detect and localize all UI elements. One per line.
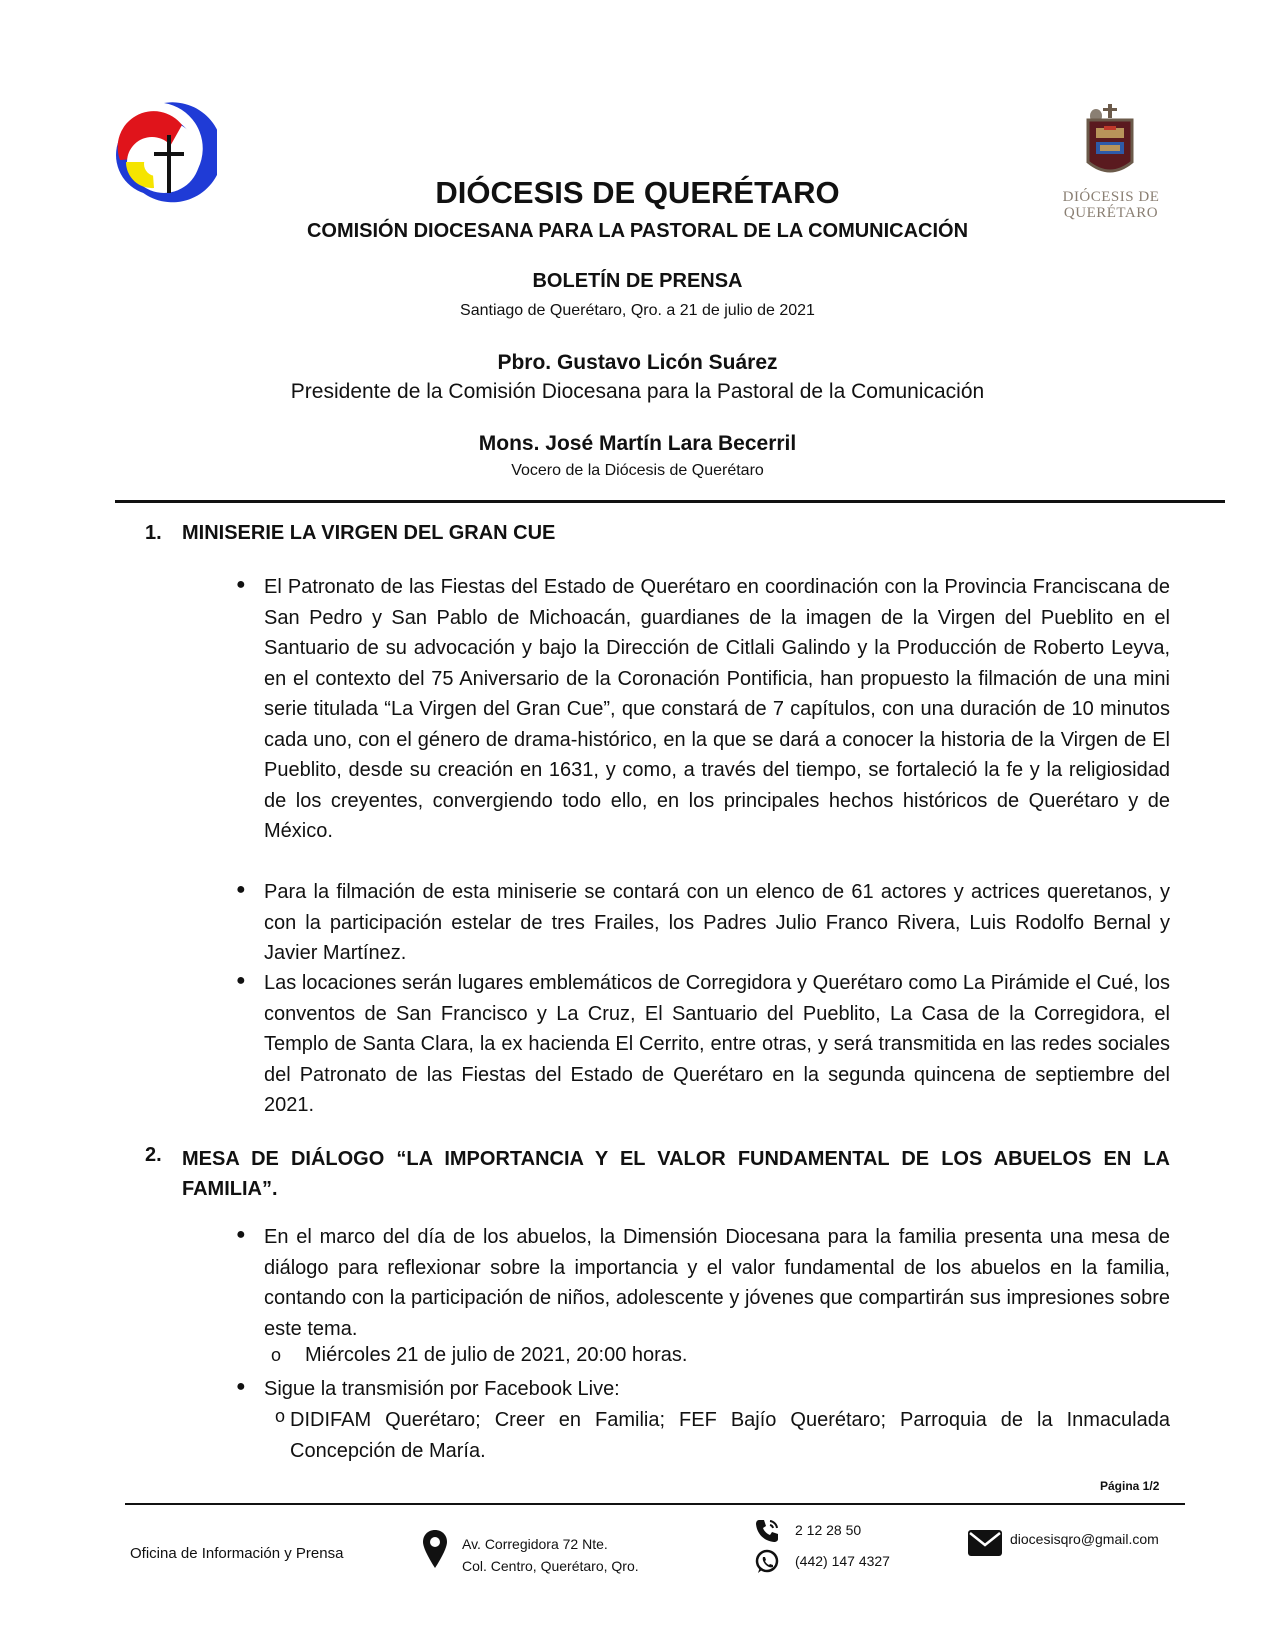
bullet-icon: ● <box>236 1226 246 1243</box>
location-pin-icon <box>423 1530 447 1573</box>
section-title: MINISERIE LA VIRGEN DEL GRAN CUE <box>182 522 556 544</box>
phone-icon <box>754 1518 780 1549</box>
dateline: Santiago de Querétaro, Qro. a 21 de julio de 2021 <box>460 302 815 319</box>
commission-subtitle: COMISIÓN DIOCESANA PARA LA PASTORAL DE LA COMUNICACIÓN <box>306 220 969 242</box>
crest-caption-line2: QUERÉTARO <box>1063 205 1159 221</box>
footer-divider <box>125 1503 1185 1505</box>
bullet-icon: ● <box>236 576 246 593</box>
address-line-2: Col. Centro, Querétaro, Qro. <box>462 1558 639 1574</box>
bullet-icon: ● <box>236 1378 246 1395</box>
crest-icon <box>1052 102 1170 184</box>
section-number: 2. <box>145 1144 162 1166</box>
hollow-bullet-icon: o <box>271 1345 282 1365</box>
president-name: Pbro. Gustavo Licón Suárez <box>497 351 778 374</box>
president-role: Presidente de la Comisión Diocesana para la Pastoral de la Comunicación <box>290 380 985 403</box>
spokesperson-role: Vocero de la Diócesis de Querétaro <box>511 462 764 479</box>
sub-list-item: Miércoles 21 de julio de 2021, 20:00 horas. <box>305 1344 688 1366</box>
sub-list-item: DIDIFAM Querétaro; Creer en Familia; FEF Bajío Querétaro; Parroquia de la Inmaculada Concepción de María. <box>290 1409 1170 1462</box>
address-line-1: Av. Corregidora 72 Nte. <box>462 1536 608 1552</box>
list-item: Las locaciones serán lugares emblemáticos de Corregidora y Querétaro como La Pirámide el Cué, los conventos de San Francisco y La Cruz, El Santuario del Pueblito, La Casa de la Corregidora, el Templo de Santa Clara, la ex hacienda El Cerrito, entre otras, y será transmitida en las redes sociales del Patronato de las Fiestas del Estado de Querétaro en la segunda quincena de septiembre del 2021. <box>264 972 1170 1116</box>
whatsapp-icon <box>754 1549 780 1580</box>
bullet-icon: ● <box>236 972 246 989</box>
bulletin-heading: BOLETÍN DE PRENSA <box>532 270 743 292</box>
header-divider <box>115 500 1225 503</box>
list-item: Para la filmación de esta miniserie se contará con un elenco de 61 actores y actrices queretanos, y con la participación estelar de tres Frailes, los Padres Julio Franco Rivera, Luis Rodolfo Bernal y Javier Martínez. <box>264 881 1170 964</box>
list-item: Sigue la transmisión por Facebook Live: <box>264 1378 620 1400</box>
whatsapp-number: (442) 147 4327 <box>795 1553 890 1569</box>
list-item: En el marco del día de los abuelos, la Dimensión Diocesana para la familia presenta una mesa de diálogo para reflexionar sobre la importancia y el valor fundamental de los abuelos en la familia, contando con la participación de niños, adolescente y jóvenes que compartirán sus impresiones sobre este tema. <box>264 1226 1170 1340</box>
page-title: DIÓCESIS DE QUERÉTARO <box>435 175 840 210</box>
email-icon <box>968 1530 1002 1561</box>
crest-caption-line1: DIÓCESIS DE <box>1062 189 1160 205</box>
office-name: Oficina de Información y Prensa <box>130 1545 344 1562</box>
bullet-icon: ● <box>236 881 246 898</box>
list-item: El Patronato de las Fiestas del Estado de Querétaro en coordinación con la Provincia Franciscana de San Pedro y San Pablo de Michoacán, guardianes de la imagen de la Virgen del Pueblito en el Santuario de su advocación y bajo la Dirección de Citlali Galindo y la Producción de Roberto Leyva, en el contexto del 75 Aniversario de la Coronación Pontificia, han propuesto la filmación de una mini serie titulada “La Virgen del Gran Cue”, que constará de 7 capítulos, con una duración de 10 minutos cada uno, con el género de drama-histórico, en la que se dará a conocer la historia de la Virgen de El Pueblito, desde su creación en 1631, y como, a través del tiempo, se fortaleció la fe y la religiosidad de los creyentes, convergiendo todo ello, en los principales hechos históricos de Querétaro y de México. <box>264 576 1170 842</box>
email-address[interactable]: diocesisqro@gmail.com <box>1010 1531 1159 1547</box>
section-number: 1. <box>145 522 162 544</box>
phone-number: 2 12 28 50 <box>795 1522 862 1538</box>
hollow-bullet-icon: o <box>275 1406 286 1426</box>
page-number: Página 1/2 <box>1100 1479 1160 1493</box>
section-title: MESA DE DIÁLOGO “LA IMPORTANCIA Y EL VALOR FUNDAMENTAL DE LOS ABUELOS EN LA FAMILIA”. <box>182 1148 1170 1200</box>
spokesperson-name: Mons. José Martín Lara Becerril <box>478 432 797 455</box>
